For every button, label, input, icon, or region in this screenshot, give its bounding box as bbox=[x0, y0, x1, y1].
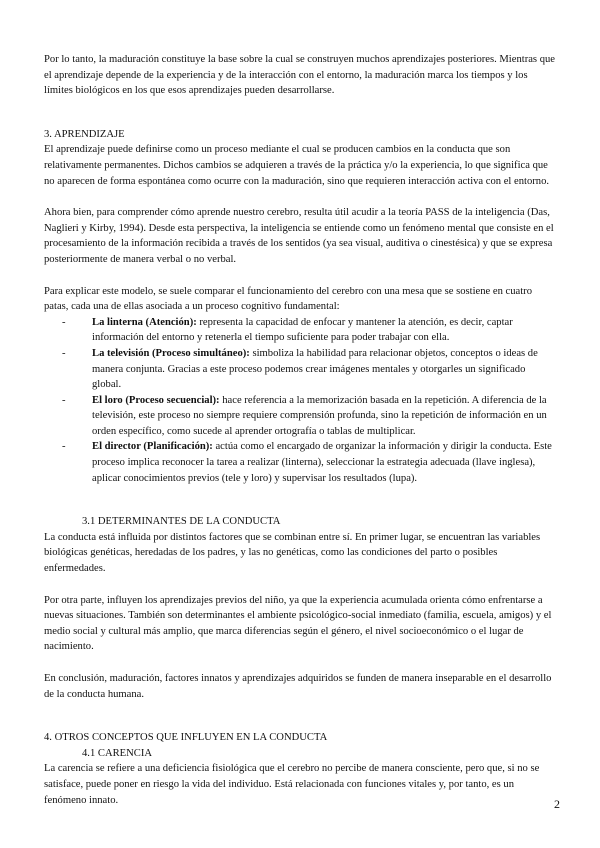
list-item-text: representa la capacidad de enfocar y mantener la atención, es decir, captar información del entorno y retenerla el tiempo suficiente para poder trabajar con ella. bbox=[92, 316, 513, 344]
pass-model-list bbox=[44, 315, 556, 487]
page-number: 2 bbox=[554, 797, 560, 811]
list-item-text: simboliza la habilidad para relacionar objetos, conceptos o ideas de manera conjunta. Gracias a este proceso podemos crear imágenes mentales y otorgarles un significado global. bbox=[92, 347, 538, 391]
list-item-term: La televisión (Proceso simultáneo): bbox=[92, 347, 250, 359]
list-item-attention bbox=[62, 315, 556, 346]
list-item-simultaneous bbox=[62, 346, 556, 393]
list-item-term: El loro (Proceso secuencial): bbox=[92, 394, 220, 406]
bullet-dash: - bbox=[62, 347, 66, 359]
section-3-heading: 3. APRENDIZAJE bbox=[44, 128, 125, 140]
section-3-paragraph-2: Ahora bien, para comprender cómo aprende nuestro cerebro, resulta útil acudir a la teoría PASS de la inteligencia (Das, Naglieri y Kirby, 1994). Desde esta perspectiva, la inteligencia se entiende como un fenómeno mental que consiste en el procesamiento de la información recibida a través de los sentidos (ya sea visual, auditiva o cinestésica) y que se expresa posteriormente de manera verbal o no verbal. bbox=[44, 207, 554, 265]
section-3-1-paragraph-3: En conclusión, maduración, factores innatos y aprendizajes adquiridos se funden de manera inseparable en el desarrollo de la conducta humana. bbox=[44, 673, 552, 700]
list-item-term: El director (Planificación): bbox=[92, 441, 213, 453]
section-3-paragraph-3: Para explicar este modelo, se suele comparar el funcionamiento del cerebro con una mesa que se sostiene en cuatro patas, cada una de ellas asociada a un proceso cognitivo fundamental: bbox=[44, 285, 532, 313]
bullet-dash: - bbox=[62, 441, 66, 453]
list-item-text: hace referencia a la memorización basada en la repetición. A diferencia de la televisión, este proceso no siempre requiere comprensión profunda, sino la repetición de información en un orden específico, como sucede al aprender ortografía o tablas de multiplicar. bbox=[92, 394, 547, 437]
bullet-dash: - bbox=[62, 394, 66, 406]
section-4-1-paragraph: La carencia se refiere a una deficiencia fisiológica que el cerebro no percibe de manera consciente, pero que, si no se satisface, puede poner en riesgo la vida del individuo. Está relacionada con funciones vitales y, por tanto, es un fenómeno innato. bbox=[44, 763, 540, 806]
list-item-planning bbox=[62, 439, 556, 486]
intro-paragraph: Por lo tanto, la maduración constituye la base sobre la cual se construyen muchos aprendizajes posteriores. Mientras que el aprendizaje depende de la experiencia y de la interacción con el entorno, la maduración marca los tiempos y los límites biológicos en los que esos aprendizajes pueden desarrollarse. bbox=[44, 54, 555, 97]
section-3-paragraph-1: El aprendizaje puede definirse como un proceso mediante el cual se producen cambios en la conducta que son relativamente permanentes. Dichos cambios se adquieren a través de la práctica y/o la experiencia, lo que significa que no aparecen de forma espontánea como ocurre con la maduración, sino que requieren interacción activa con el entorno. bbox=[44, 144, 550, 187]
section-4-heading: 4. OTROS CONCEPTOS QUE INFLUYEN EN LA CONDUCTA bbox=[44, 732, 328, 744]
section-4-1-heading: 4.1 CARENCIA bbox=[82, 747, 153, 759]
section-3-1-paragraph-1: La conducta está influida por distintos factores que se combinan entre sí. En primer lugar, se encuentran las variables biológicas genéticas, heredadas de los padres, y las no genéticas, como las condiciones del parto o posibles enfermedades. bbox=[44, 531, 541, 575]
list-item-text: actúa como el encargado de organizar la información y dirigir la conducta. Este proceso implica reconocer la tarea a realizar (linterna), seleccionar la estrategia adecuada (llave inglesa), aplicar conocimientos previos (tele y loro) y supervisar los resultados (lupa). bbox=[92, 441, 552, 484]
list-item-term: La linterna (Atención): bbox=[92, 316, 197, 328]
bullet-dash: - bbox=[62, 316, 66, 328]
section-3-1-paragraph-2: Por otra parte, influyen los aprendizajes previos del niño, ya que la experiencia acumulada orienta cómo enfrentarse a nuevas situaciones. También son determinantes el ambiente psicológico-social inmediato (familia, escuela, amigos) y el medio social y cultural más amplio, que marca diferencias según el género, el nivel socioeconómico o el lugar de nacimiento. bbox=[44, 594, 552, 653]
section-3-1-heading: 3.1 DETERMINANTES DE LA CONDUCTA bbox=[82, 516, 281, 528]
list-item-sequential bbox=[62, 393, 556, 440]
